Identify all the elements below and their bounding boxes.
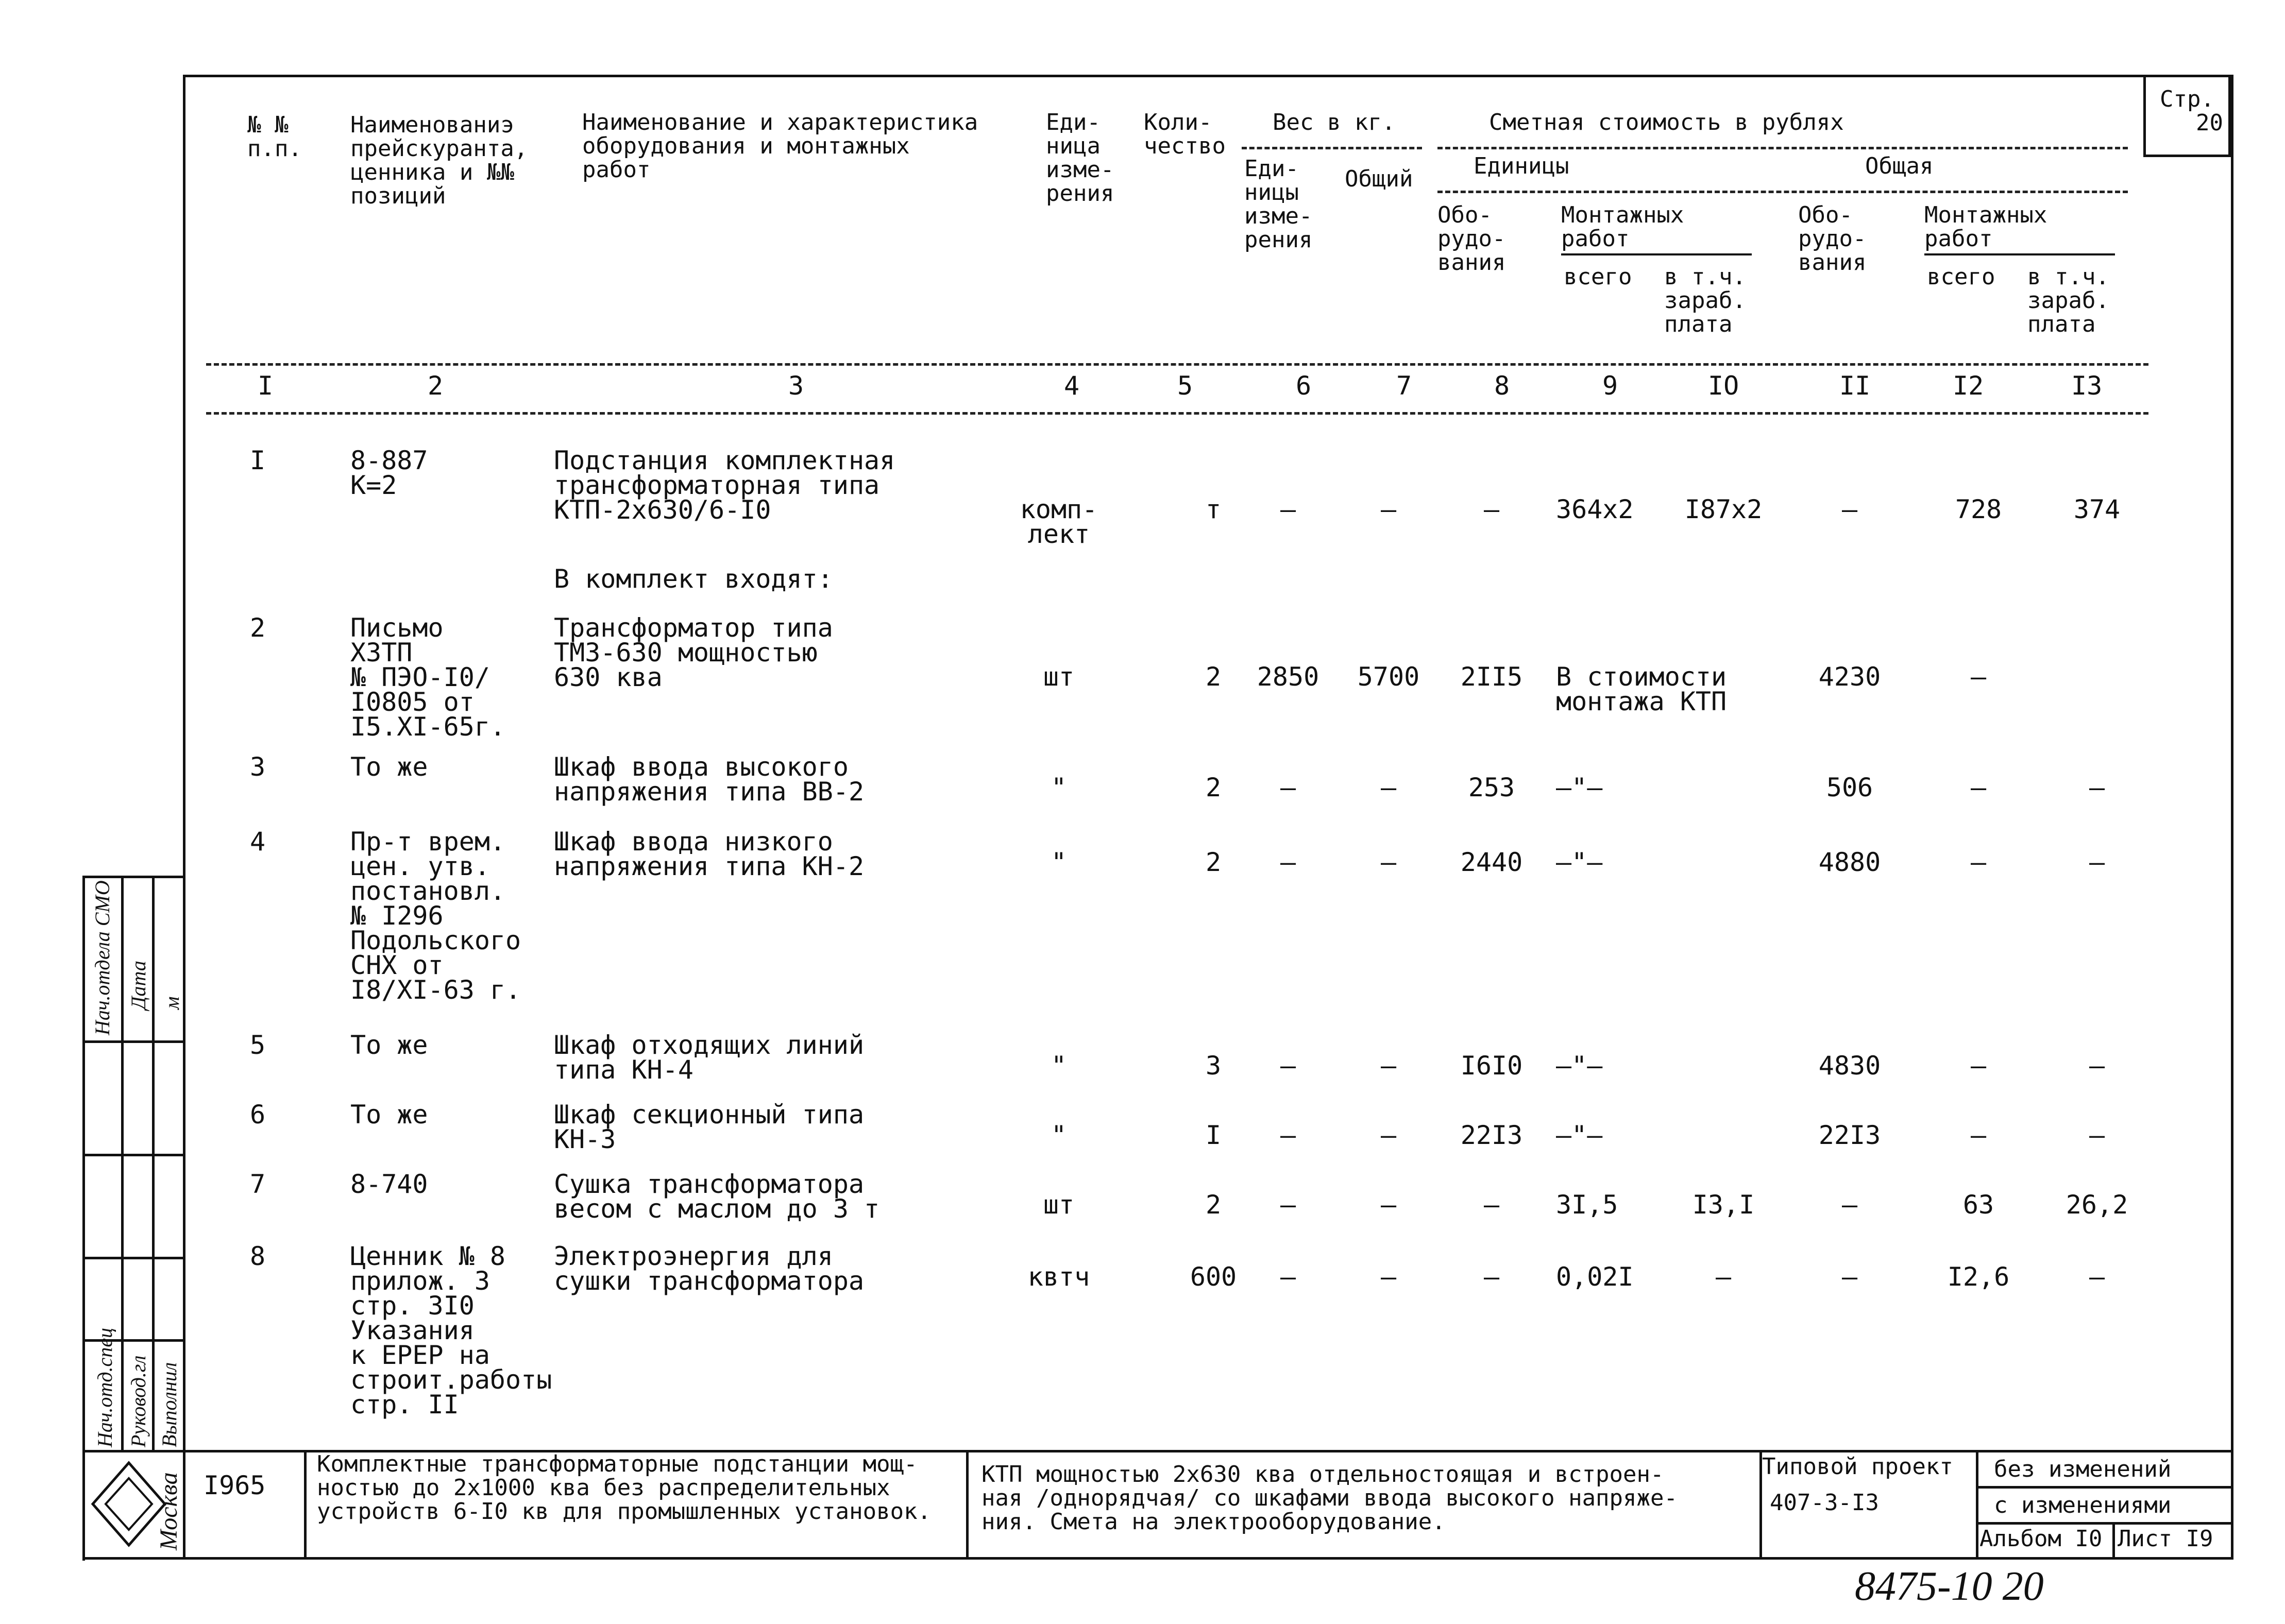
cell-price: Пр-т врем. цен. утв. постановл. № I296 Подольского СНХ от I8/XI-63 г. [350,827,521,1005]
cell-c-mnt: 0,02I [1556,1262,1634,1292]
header-unit-wage: в т.ч. зараб. плата [1664,264,1746,337]
cell-n: 3 [250,752,266,782]
cell-w-unit: 2850 [1257,662,1319,692]
cell-n: 4 [250,827,266,857]
cell-c-eq: – [1483,1262,1500,1292]
cell-t-eq: 506 [1826,773,1873,802]
stamp-project-number: 407-3-I3 [1770,1490,1879,1516]
cell-n: 8 [250,1241,266,1271]
column-number: 5 [1177,371,1193,401]
stamp-v2 [966,1450,969,1557]
side-col-1 [121,876,124,1452]
side-chief-spec: Нач.отд.спец [93,1327,116,1447]
cell-desc: Электроэнергия для сушки трансформатора [554,1241,865,1296]
cell-w-total: – [1380,1120,1397,1150]
stamp-title: Комплектные трансформаторные подстанции мощ- ностью до 2х1000 ква без распределительных устройств 6-I0 кв для промышленных установок. [317,1451,932,1525]
header-unit-mounting: Монтажных работ [1561,202,1684,252]
cell-w-total: 5700 [1357,662,1420,692]
cell-w-total: – [1380,847,1397,877]
cell-desc: Шкаф секционный типа КН-3 [554,1100,865,1154]
cell-t-wage: 374 [2073,494,2121,524]
column-number: II [1839,371,1871,401]
cell-qty: 2 [1205,1190,1222,1220]
cell-t-eq: 4880 [1818,847,1881,877]
cell-c-mnt: 364х2 [1556,494,1634,524]
page-number: 20 [2196,110,2223,136]
frame-right [2231,75,2233,1557]
cell-n: 7 [250,1169,266,1199]
header-total-equipment: Обо- рудо- вания [1798,202,1867,276]
cell-t-eq: 4230 [1818,662,1881,692]
cell-w-unit: – [1280,1051,1296,1081]
side-performer: Выполнил [158,1362,181,1447]
cell-w-total: – [1380,773,1397,802]
cell-t-mnt: – [1970,1051,1987,1081]
stamp-year: I965 [204,1471,266,1500]
cell-t-mnt: 63 [1962,1190,1994,1220]
cell-desc: Подстанция комплектная трансформаторная типа КТП-2х630/6-I0 [554,446,895,525]
header-cost: Сметная стоимость в рублях [1489,109,1844,135]
cell-qty: 2 [1205,773,1222,802]
cell-c-eq: 22I3 [1460,1120,1523,1150]
cell-unit: шт [1043,662,1075,692]
stamp-sheet: Лист I9 [2118,1526,2213,1552]
stamp-v4 [1976,1450,1978,1557]
cell-qty: т [1205,494,1222,524]
header-num: № № п.п. [247,112,302,162]
side-chief: Нач.отдела СМО [91,880,114,1035]
cell-unit: комп- лект [1020,494,1098,549]
cell-c-eq: – [1483,494,1500,524]
cell-w-unit: – [1280,1120,1296,1150]
cell-t-wage: – [2089,773,2105,802]
side-m: м [160,996,183,1010]
cell-c-wage: – [1715,1262,1732,1292]
column-number: I2 [1953,371,1984,401]
column-number: 4 [1064,371,1080,401]
cell-c-mnt: –"– [1556,1120,1603,1150]
cell-t-mnt: – [1970,1120,1987,1150]
cell-unit: " [1051,1120,1067,1150]
header-unit-total: всего [1564,264,1632,290]
side-col-2 [152,876,155,1452]
cell-n: 5 [250,1030,266,1060]
cell-t-eq: – [1841,1190,1858,1220]
header-weight-unit: Еди- ницы изме- рения [1244,156,1313,253]
stamp-v5 [2112,1522,2115,1557]
cell-c-eq: 2440 [1460,847,1523,877]
side-date: Дата [127,961,150,1010]
cell-t-eq: – [1841,494,1858,524]
stamp-h1 [1976,1486,2231,1489]
stamp-h2 [1976,1522,2231,1525]
cell-unit: " [1051,1051,1067,1081]
cell-price: То же [350,1100,428,1130]
header-unit-equipment: Обо- рудо- вания [1437,202,1506,276]
header-total-mounting: Монтажных работ [1924,202,2047,252]
cell-unit: квтч [1027,1262,1090,1292]
frame-top [183,75,2231,77]
column-number: 2 [428,371,444,401]
cell-price: 8-740 [350,1169,428,1199]
cell-c-eq: – [1483,1190,1500,1220]
side-r3 [82,1257,183,1259]
cell-t-wage: – [2089,847,2105,877]
cell-t-wage: 26,2 [2066,1190,2128,1220]
cell-price: То же [350,752,428,782]
cell-w-unit: – [1280,1190,1296,1220]
cell-unit: " [1051,847,1067,877]
header-weight: Вес в кг. [1273,109,1396,135]
column-number: IO [1708,371,1739,401]
cell-c-mnt: –"– [1556,1051,1603,1081]
column-number: 9 [1602,371,1618,401]
frame-bottom [82,1557,2233,1560]
cell-c-mnt: 3I,5 [1556,1190,1618,1220]
cell-price: 8-887 K=2 [350,446,428,500]
cell-w-unit: – [1280,494,1296,524]
cell-c-wage: I3,I [1692,1190,1755,1220]
cell-t-mnt: – [1970,662,1987,692]
cell-c-eq: 2II5 [1460,662,1523,692]
column-number: I3 [2071,371,2103,401]
cell-desc: Шкаф отходящих линий типа КН-4 [554,1030,865,1085]
cell-w-total: – [1380,494,1397,524]
cell-c-wage: I87х2 [1684,494,1763,524]
stamp-org: Москва [155,1472,182,1550]
side-r2 [82,1154,183,1156]
cell-w-unit: – [1280,847,1296,877]
cell-t-mnt: I2,6 [1947,1262,2010,1292]
cell-qty: 3 [1205,1051,1222,1081]
divider-weight [1242,147,1422,149]
stamp-v1 [304,1450,307,1557]
stamp-with-change: с изменениями [1994,1492,2172,1518]
cell-t-eq: – [1841,1262,1858,1292]
divider-mount [1561,253,1752,255]
column-number: 6 [1296,371,1312,401]
cell-desc: Трансформатор типа ТМЗ-630 мощностью 630 ква [554,613,833,692]
cell-t-eq: 22I3 [1818,1120,1881,1150]
side-r1 [82,1040,183,1043]
header-unit: Еди- ница изме- рения [1046,109,1114,207]
divider-numbers [206,412,2148,415]
cell-desc: В комплект входят: [554,564,833,594]
cell-w-unit: – [1280,1262,1296,1292]
header-pricelist: Наименованиэ прейскуранта, ценника и №№ позиций [350,112,528,209]
cell-desc: Шкаф ввода высокого напряжения типа ВВ-2 [554,752,865,807]
cell-price: Ценник № 8 прилож. 3 стр. 3I0 Указания к ЕРЕР на строит.работы стр. II [350,1241,552,1420]
divider-mount-2 [1924,253,2115,255]
page-number-box [2143,75,2231,157]
cell-desc: Сушка трансформатора весом с маслом до 3 т [554,1169,880,1224]
header-cost-unit: Единицы [1474,153,1569,179]
cell-c-eq: I6I0 [1460,1051,1523,1081]
header-quantity: Коли- чество [1144,109,1226,159]
cell-qty: 2 [1205,662,1222,692]
divider-header [206,363,2148,366]
cell-unit: шт [1043,1190,1075,1220]
stamp-project-label: Типовой проект [1762,1454,1953,1480]
cell-t-mnt: – [1970,847,1987,877]
cell-price: То же [350,1030,428,1060]
cell-t-wage: – [2089,1120,2105,1150]
cell-w-total: – [1380,1262,1397,1292]
column-number: I [258,371,274,401]
cell-n: 2 [250,613,266,643]
cell-t-mnt: – [1970,773,1987,802]
page-label: Стр. [2160,86,2214,112]
cell-c-eq: 253 [1468,773,1515,802]
cell-t-wage: – [2089,1262,2105,1292]
header-weight-total: Общий [1345,166,1413,192]
header-description: Наименование и характеристика оборудования и монтажных работ [582,109,978,183]
cell-c-mnt: –"– [1556,773,1603,802]
handwritten-number: 8475-10 20 [1855,1564,2044,1609]
cell-t-eq: 4830 [1818,1051,1881,1081]
cell-t-wage: – [2089,1051,2105,1081]
column-number: 8 [1494,371,1510,401]
cell-qty: 2 [1205,847,1222,877]
column-number: 3 [788,371,804,401]
cell-price: Письмо ХЗТП № ПЭО-I0/ I0805 от I5.XI-65г. [350,613,506,742]
cell-t-mnt: 728 [1955,494,2002,524]
side-top [82,876,183,878]
cell-w-total: – [1380,1051,1397,1081]
header-total-total: всего [1927,264,1995,290]
divider-cost [1437,147,2128,149]
cell-w-total: – [1380,1190,1397,1220]
cell-qty: I [1205,1120,1222,1150]
cell-c-mnt: В стоимости монтажа КТП [1556,662,1727,716]
header-total-wage: в т.ч. зараб. плата [2027,264,2109,337]
cell-qty: 600 [1190,1262,1237,1292]
cell-desc: Шкаф ввода низкого напряжения типа КН-2 [554,827,865,881]
cell-n: 6 [250,1100,266,1130]
stamp-no-change: без изменений [1994,1456,2172,1482]
side-head: Руковод.гл [127,1355,150,1447]
stamp-album: Альбом I0 [1979,1526,2103,1552]
cell-n: I [250,446,266,475]
frame-left [183,75,185,1557]
side-r5 [82,1450,183,1452]
column-number: 7 [1396,371,1412,401]
divider-cost-2 [1437,191,2128,193]
header-cost-total: Общая [1865,153,1934,179]
cell-c-mnt: –"– [1556,847,1603,877]
cell-w-unit: – [1280,773,1296,802]
cell-unit: " [1051,773,1067,802]
stamp-subtitle: КТП мощностью 2х630 ква отдельностоящая и встроен- ная /однорядчая/ со шкафами ввода высокого напряже- ния. Смета на электрооборудование. [981,1461,1678,1535]
